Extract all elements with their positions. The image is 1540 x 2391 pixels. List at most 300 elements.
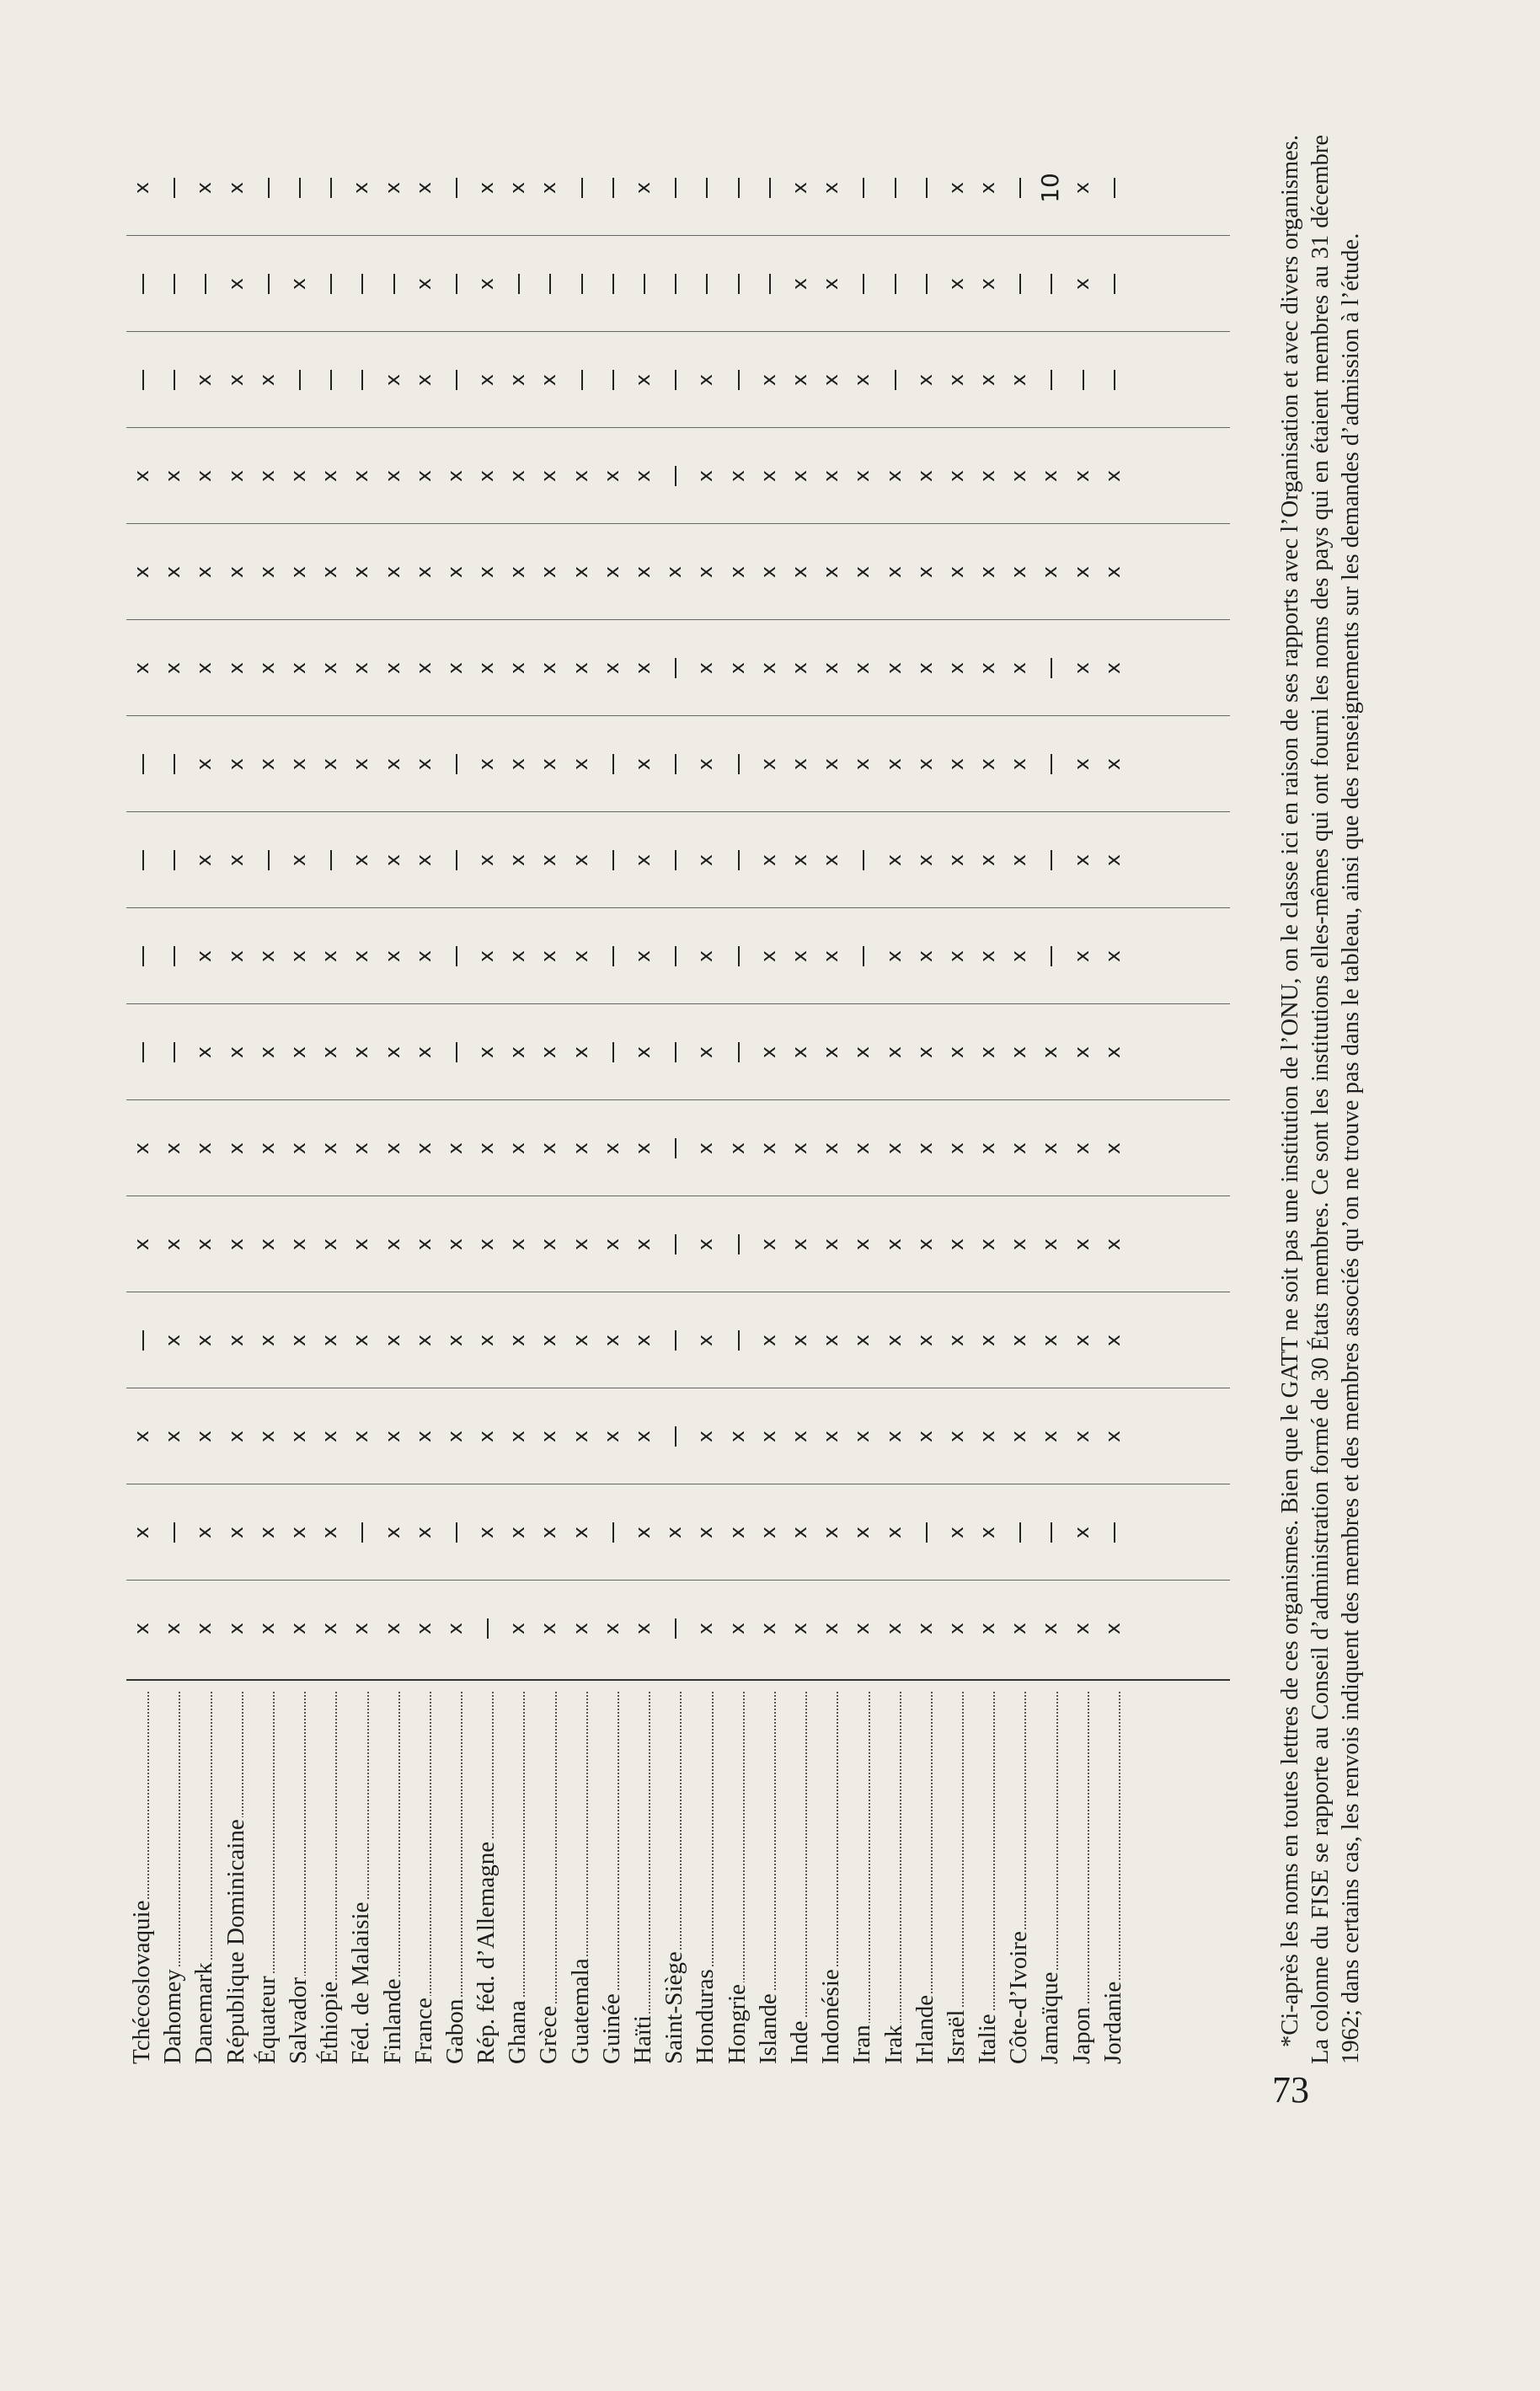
member-mark-cell: x xyxy=(254,1142,279,1155)
member-mark-cell: x xyxy=(1069,277,1094,291)
dash-mark xyxy=(738,754,740,774)
dash-cell xyxy=(126,917,158,996)
country-name xyxy=(565,1685,596,2064)
country-label: Rép. féd. d’Allemagne xyxy=(473,1841,500,2064)
member-mark-cell: x xyxy=(505,469,530,483)
dash-mark xyxy=(361,274,363,294)
member-mark-cell: x xyxy=(819,373,843,387)
member-mark-cell: x xyxy=(130,469,153,483)
dash-mark xyxy=(581,274,583,294)
member-mark-cell: x xyxy=(756,1334,780,1347)
table-row xyxy=(1035,135,1066,2064)
dash-mark xyxy=(1114,1522,1115,1543)
member-mark-cell: x xyxy=(787,373,811,387)
member-mark-cell: x xyxy=(1100,1046,1125,1059)
country-name xyxy=(690,1685,721,2064)
member-mark-cell: x xyxy=(442,1622,467,1635)
member-mark-cell: x xyxy=(693,565,718,579)
member-mark-cell: x xyxy=(286,565,310,579)
dash-mark xyxy=(895,370,896,390)
dash-cell xyxy=(158,148,189,227)
dash-mark xyxy=(1051,754,1052,774)
dash-mark xyxy=(518,274,520,294)
dash-mark xyxy=(769,274,771,294)
dash-mark xyxy=(675,754,676,774)
dash-mark xyxy=(1051,946,1052,966)
member-mark-cell: x xyxy=(192,373,217,387)
dash-cell xyxy=(565,244,596,324)
dash-cell xyxy=(596,1013,628,1092)
member-mark-cell: x xyxy=(662,1526,687,1539)
country-label: Indonésie xyxy=(817,1969,845,2064)
country-label: Féd. de Malaisie xyxy=(347,1902,375,2064)
dash-mark xyxy=(174,274,175,294)
dash-cell xyxy=(345,244,377,324)
member-mark-cell: x xyxy=(756,1430,780,1443)
member-mark-cell: x xyxy=(1038,1142,1062,1155)
member-mark-cell: x xyxy=(192,1046,217,1059)
member-mark-cell: x xyxy=(976,853,1000,867)
member-mark-cell: x xyxy=(474,1142,499,1155)
member-mark-cell: x xyxy=(693,1526,718,1539)
member-mark-cell: x xyxy=(881,1238,906,1251)
member-mark-cell: x xyxy=(1069,949,1094,963)
member-mark-cell: x xyxy=(725,1526,749,1539)
member-mark-cell: x xyxy=(286,757,310,771)
member-mark-cell: x xyxy=(944,1430,968,1443)
country-name xyxy=(941,1685,972,2064)
member-mark-cell: x xyxy=(568,1046,592,1059)
member-mark-cell: x xyxy=(944,181,968,195)
country-label: Saint-Siège xyxy=(660,1951,688,2064)
member-mark-cell: x xyxy=(631,949,655,963)
member-mark-cell: x xyxy=(787,277,811,291)
dash-mark xyxy=(675,466,676,486)
member-mark-cell: x xyxy=(442,661,467,675)
dash-mark xyxy=(142,274,144,294)
member-mark-cell: x xyxy=(819,853,843,867)
member-mark-cell: x xyxy=(1038,1046,1062,1059)
table-row xyxy=(1003,135,1035,2064)
member-mark-cell: x xyxy=(130,1526,153,1539)
member-mark-cell: x xyxy=(756,565,780,579)
dash-cell xyxy=(722,1205,753,1284)
dash-cell xyxy=(659,244,690,324)
dash-cell xyxy=(722,1301,753,1380)
member-mark-cell: x xyxy=(976,757,1000,771)
dash-cell xyxy=(158,725,189,804)
dash-mark xyxy=(863,178,864,198)
dash-cell xyxy=(659,725,690,804)
member-mark-cell: x xyxy=(411,1430,436,1443)
dash-mark xyxy=(769,178,771,198)
member-mark-cell: x xyxy=(850,1526,874,1539)
table-row xyxy=(158,135,189,2064)
table-row xyxy=(533,135,564,2064)
member-mark-cell: x xyxy=(568,1526,592,1539)
member-mark-cell: x xyxy=(318,949,342,963)
dash-cell xyxy=(158,1013,189,1092)
member-mark-cell: x xyxy=(1069,1334,1094,1347)
member-mark-cell: x xyxy=(819,1622,843,1635)
country-label: Honduras xyxy=(692,1969,719,2064)
dash-mark xyxy=(738,274,740,294)
member-mark-cell: x xyxy=(318,1046,342,1059)
member-mark-cell: x xyxy=(819,565,843,579)
dash-mark xyxy=(142,370,144,390)
member-mark-cell: x xyxy=(850,1046,874,1059)
member-mark-cell: x xyxy=(1038,1622,1062,1635)
dash-mark xyxy=(895,274,896,294)
member-mark-cell: x xyxy=(130,1430,153,1443)
member-mark-cell: x xyxy=(286,1334,310,1347)
member-mark-cell: x xyxy=(819,1526,843,1539)
member-mark-cell: x xyxy=(505,1430,530,1443)
member-mark-cell: x xyxy=(756,1622,780,1635)
dash-cell xyxy=(502,244,533,324)
dash-mark xyxy=(1051,658,1052,678)
membership-table xyxy=(126,135,1129,2064)
dash-cell xyxy=(565,340,596,420)
member-mark-cell: x xyxy=(850,1142,874,1155)
member-mark-cell: x xyxy=(756,469,780,483)
member-mark-cell: x xyxy=(286,1430,310,1443)
dash-cell xyxy=(1098,1493,1129,1572)
member-mark-cell: x xyxy=(912,1334,937,1347)
member-mark-cell: x xyxy=(568,949,592,963)
member-mark-cell: x xyxy=(787,1334,811,1347)
member-mark-cell: x xyxy=(474,1238,499,1251)
dash-mark xyxy=(393,274,395,294)
country-name xyxy=(659,1685,690,2064)
dash-cell xyxy=(189,244,220,324)
member-mark-cell: x xyxy=(944,373,968,387)
dash-mark xyxy=(330,850,332,870)
member-mark-cell: x xyxy=(505,565,530,579)
member-mark-cell: x xyxy=(881,1526,906,1539)
member-mark-cell: x xyxy=(944,1622,968,1635)
dash-cell xyxy=(283,148,314,227)
dash-mark xyxy=(612,178,614,198)
member-mark-cell: x xyxy=(505,1046,530,1059)
dash-mark xyxy=(330,370,332,390)
member-mark-cell: x xyxy=(537,661,561,675)
dash-cell xyxy=(126,725,158,804)
dash-cell xyxy=(659,821,690,900)
country-label: Hongrie xyxy=(723,1983,751,2064)
country-label: Éthiopie xyxy=(316,1981,344,2064)
dash-mark xyxy=(174,946,175,966)
member-mark-cell: x xyxy=(912,949,937,963)
member-mark-cell: x xyxy=(568,757,592,771)
country-name xyxy=(628,1685,659,2064)
member-mark-cell: x xyxy=(1100,757,1125,771)
member-mark-cell: x xyxy=(1100,1622,1125,1635)
member-mark-cell: x xyxy=(286,277,310,291)
dash-mark xyxy=(1051,1522,1052,1543)
member-mark-cell: x xyxy=(474,277,499,291)
member-mark-cell: x xyxy=(944,1142,968,1155)
member-mark-cell: x xyxy=(693,1142,718,1155)
member-mark-cell: x xyxy=(318,1142,342,1155)
member-mark-cell: x xyxy=(944,1046,968,1059)
dash-cell xyxy=(314,148,345,227)
dash-mark xyxy=(456,370,457,390)
member-mark-cell: x xyxy=(537,1430,561,1443)
member-mark-cell: x xyxy=(819,1046,843,1059)
member-mark-cell: x xyxy=(819,469,843,483)
member-mark-cell: x xyxy=(537,1622,561,1635)
member-mark-cell: x xyxy=(286,1526,310,1539)
member-mark-cell: x xyxy=(912,1046,937,1059)
member-mark-cell: x xyxy=(349,1430,373,1443)
dash-cell xyxy=(722,1013,753,1092)
member-mark-cell: x xyxy=(442,1334,467,1347)
dash-mark xyxy=(330,274,332,294)
member-mark-cell: x xyxy=(223,757,248,771)
country-name xyxy=(879,1685,910,2064)
dash-mark xyxy=(738,178,740,198)
member-mark-cell: x xyxy=(631,853,655,867)
member-mark-cell: x xyxy=(223,1142,248,1155)
dash-cell xyxy=(690,244,721,324)
member-mark-cell: x xyxy=(725,661,749,675)
member-mark-cell: x xyxy=(349,757,373,771)
member-mark-cell: x xyxy=(693,949,718,963)
dash-mark xyxy=(612,1522,614,1543)
member-mark-cell: x xyxy=(192,469,217,483)
member-mark-cell: x xyxy=(912,661,937,675)
table-row xyxy=(189,135,220,2064)
country-label: République Dominicaine xyxy=(222,1819,249,2064)
member-mark-cell: x xyxy=(411,1046,436,1059)
member-mark-cell: x xyxy=(881,1334,906,1347)
member-mark-cell: x xyxy=(380,757,404,771)
member-mark-cell: x xyxy=(380,1046,404,1059)
member-mark-cell: x xyxy=(787,469,811,483)
member-mark-cell: x xyxy=(161,1238,185,1251)
dash-cell xyxy=(471,1589,502,1668)
dash-cell xyxy=(628,244,659,324)
member-mark-cell: x xyxy=(474,757,499,771)
member-mark-cell: x xyxy=(192,949,217,963)
member-mark-cell: x xyxy=(1007,853,1031,867)
country-name xyxy=(1067,1685,1098,2064)
member-mark-cell: x xyxy=(505,1622,530,1635)
table-row xyxy=(126,135,158,2064)
member-mark-cell: x xyxy=(912,1622,937,1635)
member-mark-cell: x xyxy=(349,661,373,675)
member-mark-cell: x xyxy=(568,565,592,579)
member-mark-cell: x xyxy=(223,661,248,675)
member-mark-cell: x xyxy=(442,1430,467,1443)
member-mark-cell: x xyxy=(380,1430,404,1443)
member-mark-cell: x xyxy=(474,853,499,867)
dash-cell xyxy=(596,821,628,900)
dash-cell xyxy=(690,148,721,227)
dash-cell xyxy=(847,244,878,324)
table-row xyxy=(283,135,314,2064)
member-mark-cell: x xyxy=(631,1046,655,1059)
member-mark-cell: x xyxy=(976,1622,1000,1635)
member-mark-cell: x xyxy=(787,661,811,675)
member-mark-cell: x xyxy=(349,181,373,195)
member-mark-cell: x xyxy=(223,469,248,483)
dash-cell xyxy=(1035,725,1066,804)
member-mark-cell: x xyxy=(568,1238,592,1251)
dash-cell xyxy=(126,340,158,420)
country-name xyxy=(221,1685,252,2064)
dash-cell xyxy=(440,1013,471,1092)
dash-mark xyxy=(174,1042,175,1062)
dash-cell xyxy=(314,244,345,324)
member-mark-cell: x xyxy=(192,181,217,195)
dash-mark xyxy=(268,850,270,870)
country-label: Finlande xyxy=(378,1978,406,2064)
member-mark-cell: x xyxy=(944,1334,968,1347)
dash-mark xyxy=(675,1234,676,1254)
member-mark-cell: x xyxy=(474,1046,499,1059)
member-mark-cell: x xyxy=(349,949,373,963)
member-mark-cell: x xyxy=(474,469,499,483)
dash-cell xyxy=(440,148,471,227)
member-mark-cell: x xyxy=(1007,949,1031,963)
dash-mark xyxy=(612,850,614,870)
member-mark-cell: x xyxy=(192,1622,217,1635)
member-mark-cell: x xyxy=(912,853,937,867)
member-mark-cell: x xyxy=(130,565,153,579)
member-mark-cell: x xyxy=(474,661,499,675)
member-mark-cell: x xyxy=(537,1238,561,1251)
member-mark-cell: x xyxy=(537,1526,561,1539)
member-mark-cell: x xyxy=(850,373,874,387)
dash-mark xyxy=(1019,178,1021,198)
member-mark-cell: x xyxy=(474,181,499,195)
member-mark-cell: x xyxy=(286,1142,310,1155)
member-mark-cell: x xyxy=(161,1142,185,1155)
member-mark-cell: x xyxy=(505,1142,530,1155)
dash-mark xyxy=(456,946,457,966)
member-mark-cell: x xyxy=(787,949,811,963)
member-mark-cell: x xyxy=(976,277,1000,291)
dash-mark xyxy=(581,370,583,390)
dash-mark xyxy=(456,754,457,774)
dash-cell xyxy=(722,725,753,804)
country-label: Inde xyxy=(785,2020,813,2064)
dash-mark xyxy=(174,178,175,198)
member-mark-cell: x xyxy=(850,1238,874,1251)
member-mark-cell: x xyxy=(349,469,373,483)
member-mark-cell: x xyxy=(411,1334,436,1347)
dash-cell xyxy=(345,340,377,420)
dash-cell xyxy=(158,1493,189,1572)
dash-mark xyxy=(644,274,645,294)
member-mark-cell: x xyxy=(349,853,373,867)
member-mark-cell: x xyxy=(254,1526,279,1539)
member-mark-cell: x xyxy=(411,1238,436,1251)
country-label: Italie xyxy=(974,2014,1002,2064)
table-row xyxy=(972,135,1003,2064)
country-label: Danemark xyxy=(190,1962,218,2064)
member-mark-cell: x xyxy=(881,1622,906,1635)
dash-mark xyxy=(675,1042,676,1062)
member-mark-cell: x xyxy=(380,469,404,483)
dash-cell xyxy=(1035,244,1066,324)
dash-cell xyxy=(879,340,910,420)
dash-mark xyxy=(361,370,363,390)
dash-cell xyxy=(847,821,878,900)
country-label: Guatemala xyxy=(566,1958,594,2064)
member-mark-cell: x xyxy=(161,661,185,675)
member-mark-cell: x xyxy=(349,1622,373,1635)
dash-cell xyxy=(847,148,878,227)
member-mark-cell: x xyxy=(912,1430,937,1443)
member-mark-cell: x xyxy=(787,1046,811,1059)
dash-cell xyxy=(1035,1493,1066,1572)
member-mark-cell: x xyxy=(537,565,561,579)
member-mark-cell: x xyxy=(505,373,530,387)
country-name xyxy=(533,1685,564,2064)
member-mark-cell: x xyxy=(411,1142,436,1155)
country-label: Jordanie xyxy=(1099,1981,1126,2064)
member-mark-cell: x xyxy=(756,757,780,771)
dash-mark xyxy=(675,178,676,198)
member-mark-cell: x xyxy=(537,757,561,771)
member-mark-cell: x xyxy=(223,1238,248,1251)
table-row xyxy=(784,135,815,2064)
member-mark-cell: x xyxy=(411,661,436,675)
member-mark-cell: x xyxy=(819,1142,843,1155)
member-mark-cell: x xyxy=(192,1142,217,1155)
dash-cell xyxy=(565,148,596,227)
member-mark-cell: x xyxy=(1007,1238,1031,1251)
country-label: Japon xyxy=(1067,2007,1095,2064)
member-mark-cell: x xyxy=(286,1046,310,1059)
member-mark-cell: x xyxy=(1069,1622,1094,1635)
member-mark-cell: x xyxy=(380,181,404,195)
member-mark-cell: x xyxy=(318,1622,342,1635)
dash-mark xyxy=(706,178,708,198)
member-mark-cell: x xyxy=(944,949,968,963)
member-mark-cell: x xyxy=(819,277,843,291)
member-mark-cell: x xyxy=(881,757,906,771)
member-mark-cell: x xyxy=(756,1046,780,1059)
member-mark-cell: x xyxy=(631,181,655,195)
dash-mark xyxy=(142,1330,144,1351)
member-mark-cell: x xyxy=(223,853,248,867)
member-mark-cell: x xyxy=(725,565,749,579)
dash-mark xyxy=(1051,274,1052,294)
member-mark-cell: x xyxy=(693,1430,718,1443)
dash-cell xyxy=(596,340,628,420)
member-mark-cell: x xyxy=(631,1526,655,1539)
member-mark-cell: x xyxy=(693,1238,718,1251)
member-mark-cell: x xyxy=(254,1622,279,1635)
dash-cell xyxy=(659,436,690,516)
member-mark-cell: x xyxy=(505,661,530,675)
dash-cell xyxy=(722,917,753,996)
member-mark-cell: x xyxy=(1007,661,1031,675)
country-label: Salvador xyxy=(284,1976,312,2064)
dash-mark xyxy=(612,1042,614,1062)
member-mark-cell: x xyxy=(881,949,906,963)
member-mark-cell: x xyxy=(819,1334,843,1347)
member-mark-cell: x xyxy=(411,469,436,483)
dash-cell xyxy=(659,148,690,227)
member-mark-cell: x xyxy=(505,949,530,963)
dash-mark xyxy=(1019,1522,1021,1543)
member-mark-cell: x xyxy=(912,757,937,771)
